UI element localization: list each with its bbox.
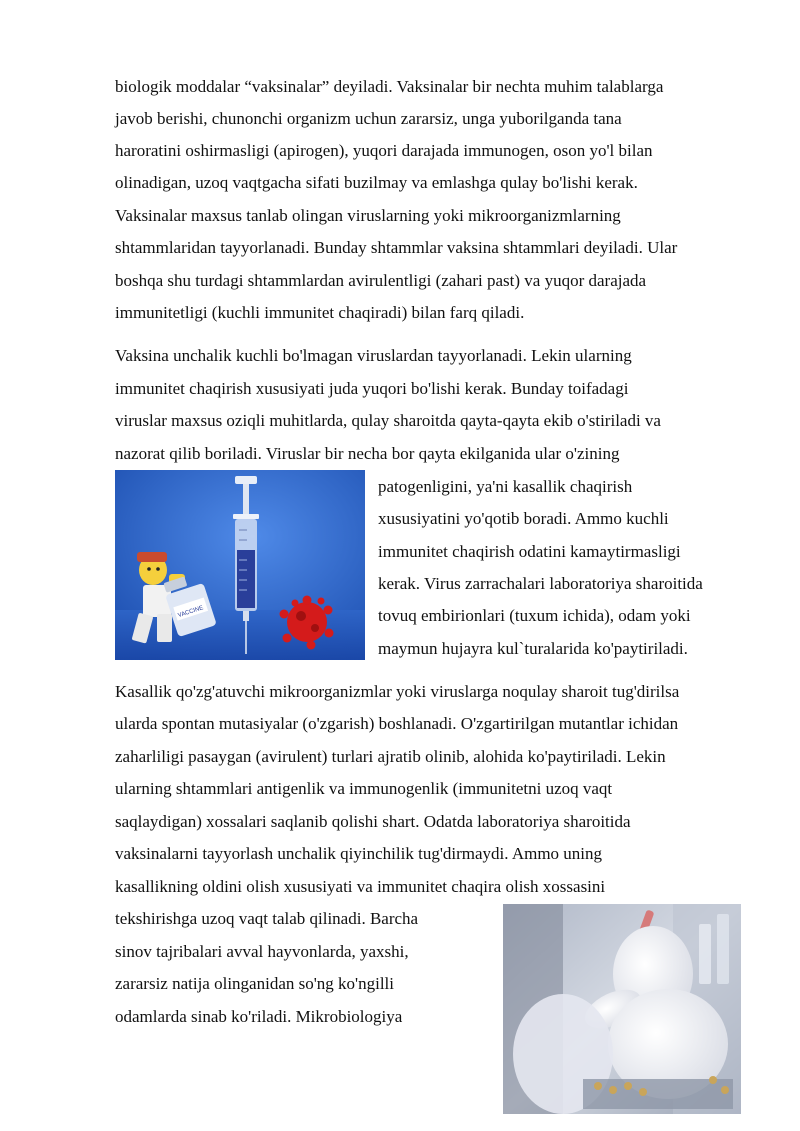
text-line: zaharliligi pasaygan (avirulent) turlari ajratib olinib, alohida ko'paytiriladi. Lekin [115, 747, 666, 766]
laboratory-photo [503, 904, 741, 1114]
text-line: biologik moddalar “vaksinalar” deyiladi. Vaksinalar bir nechta muhim talablarga [115, 77, 664, 96]
text-line: immunitet chaqirish xususiyati juda yuqori bo'lishi kerak. Bunday toifadagi [115, 379, 629, 398]
text-line: olinadigan, uzoq vaqtgacha sifati buzilmay va emlashga qulay bo'lishi kerak. [115, 173, 638, 192]
text-line: immunitetligi (kuchli immunitet chaqiradi) bilan farq qiladi. [115, 303, 525, 322]
text-line: maymun hujayra kul`turalarida ko'paytiriladi. [378, 639, 688, 658]
text-line: kerak. Virus zarrachalari laboratoriya sharoitida [378, 574, 703, 593]
text-line: ularda spontan mutasiyalar (o'zgarish) boshlanadi. O'zgartirilgan mutantlar ichidan [115, 714, 679, 733]
text-line: zararsiz natija olinganidan so'ng ko'ngilli [115, 974, 394, 993]
text-line: vaksinalarni tayyorlash unchalik qiyinchilik tug'dirmaydi. Ammo uning [115, 844, 603, 863]
text-line: xususiyatini yo'qotib boradi. Ammo kuchli [378, 509, 669, 528]
text-line: tovuq embirionlari (tuxum ichida), odam yoki [378, 606, 691, 625]
text-line: javob berishi, chunonchi organizm uchun zararsiz, unga yuborilganda tana [115, 109, 622, 128]
text-line: shtammlaridan tayyorlanadi. Bunday shtammlar vaksina shtammlari deyiladi. Ular [115, 238, 678, 257]
text-line: Vaksinalar maxsus tanlab olingan viruslarning yoki mikroorganizmlarning [115, 206, 621, 225]
text-line: boshqa shu turdagi shtammlardan avirulentligi (zahari past) va yuqor darajada [115, 271, 647, 290]
text-line: kasallikning oldini olish xususiyati va immunitet chaqira olish xossasini [115, 877, 606, 896]
text-line: immunitet chaqirish odatini kamaytirmasligi [378, 542, 681, 561]
text-line: viruslar maxsus oziqli muhitlarda, qulay sharoitda qayta-qayta ekib o'stiriladi va [115, 411, 661, 430]
text-line: odamlarda sinab ko'riladi. Mikrobiologiya [115, 1007, 403, 1026]
text-line: saqlaydigan) xossalari saqlanib qolishi shart. Odatda laboratoriya sharoitida [115, 812, 631, 831]
text-line: ularning shtammlari antigenlik va immunogenlik (immunitetni uzoq vaqt [115, 779, 613, 798]
text-line: sinov tajribalari avval hayvonlarda, yaxshi, [115, 942, 409, 961]
text-line: Vaksina unchalik kuchli bo'lmagan viruslardan tayyorlanadi. Lekin ularning [115, 346, 632, 365]
text-line: tekshirishga uzoq vaqt talab qilinadi. Barcha [115, 909, 419, 928]
vaccine-illustration [115, 470, 365, 660]
text-line: haroratini oshirmasligi (apirogen), yuqori darajada immunogen, oson yo'l bilan [115, 141, 653, 160]
text-line: nazorat qilib boriladi. Viruslar bir necha bor qayta ekilganida ular o'zining [115, 444, 620, 463]
test-tube-rack-icon [583, 1076, 733, 1109]
text-line: patogenligini, ya'ni kasallik chaqirish [378, 477, 633, 496]
text-line: Kasallik qo'zg'atuvchi mikroorganizmlar yoki viruslarga noqulay sharoit tug'dirilsa [115, 682, 680, 701]
vial-label: VACCINE [177, 605, 205, 620]
